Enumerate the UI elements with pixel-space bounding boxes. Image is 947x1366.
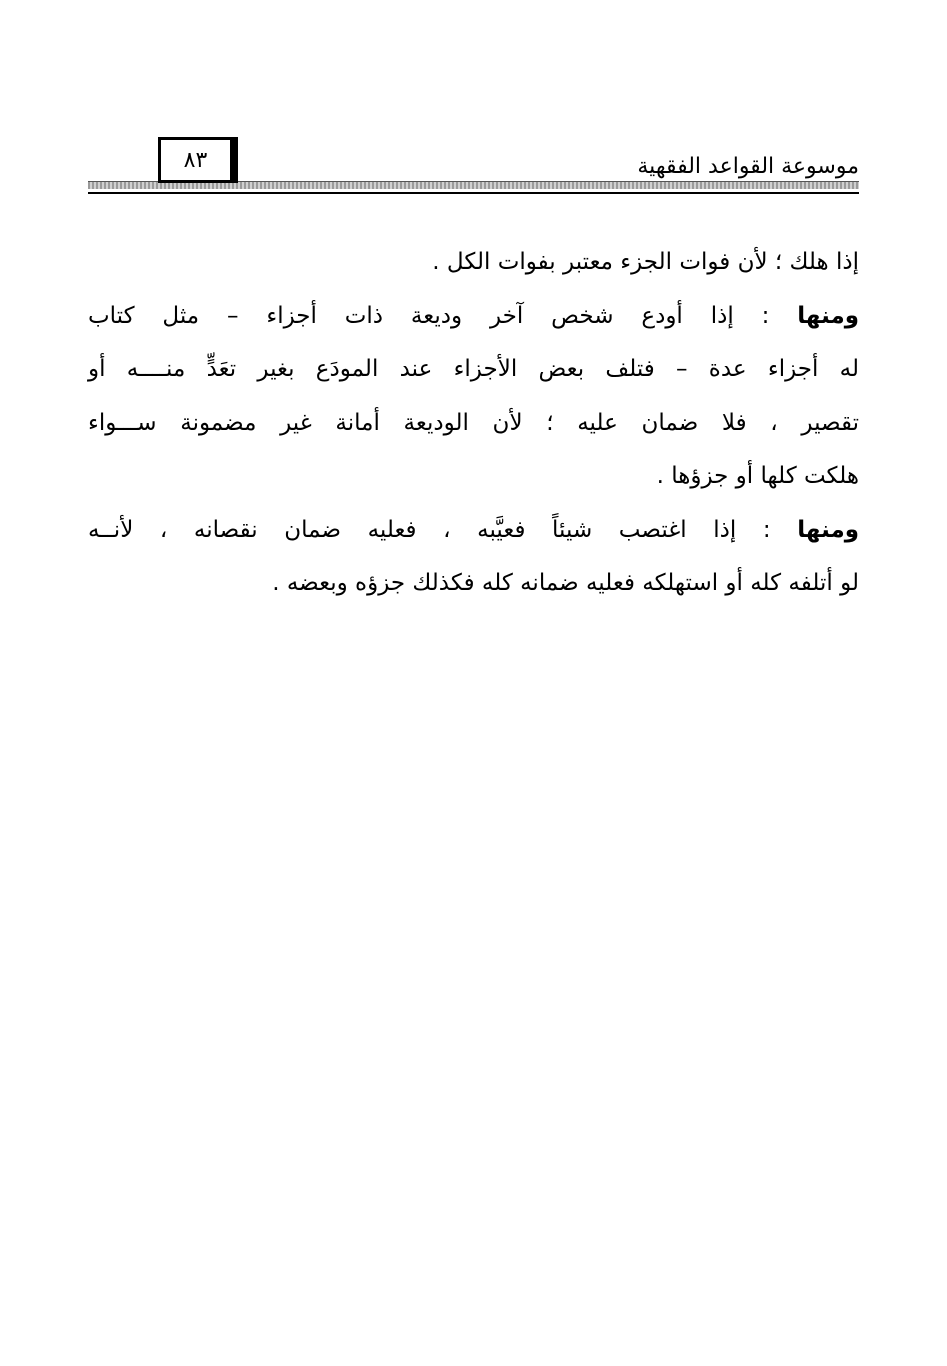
paragraph-keyword: ومنها [797,516,859,543]
line-text: لو أتلفه كله أو استهلكه فعليه ضمانه كله فكذلك جزؤه وبعضه . [272,570,859,596]
line-text: : إذا اغتصب شيئاً فعيَّبه ، فعليه ضمان نقصانه ، لأنــه [88,516,798,543]
body-line-3 [88,347,859,401]
line-text: تقصير ، فلا ضمان عليه ؛ لأن الوديعة أمانة غير مضمونة ســـواء [88,409,859,436]
body-line-7 [88,561,859,615]
body-text [88,240,859,615]
page-number-box [158,137,238,183]
body-line-2 [88,294,859,348]
paragraph-keyword: ومنها [797,302,859,329]
body-line-4 [88,401,859,455]
line-text: إذا هلك ؛ لأن فوات الجزء معتبر بفوات الكل . [432,249,859,275]
line-text: : إذا أودع شخص آخر وديعة ذات أجزاء – مثل كتاب [88,302,798,329]
header-rule [88,192,859,194]
line-text: له أجزاء عدة – فتلف بعض الأجزاء عند المودَع بغير تعَدٍّ منــــه أو [88,356,859,382]
line-text: هلكت كلها أو جزؤها . [656,463,859,489]
body-line-5 [88,454,859,508]
body-line-6 [88,508,859,562]
page-number: ٨٣ [183,147,208,173]
running-header-title: موسوعة القواعد الفقهية [637,154,859,179]
body-line-1 [88,240,859,294]
